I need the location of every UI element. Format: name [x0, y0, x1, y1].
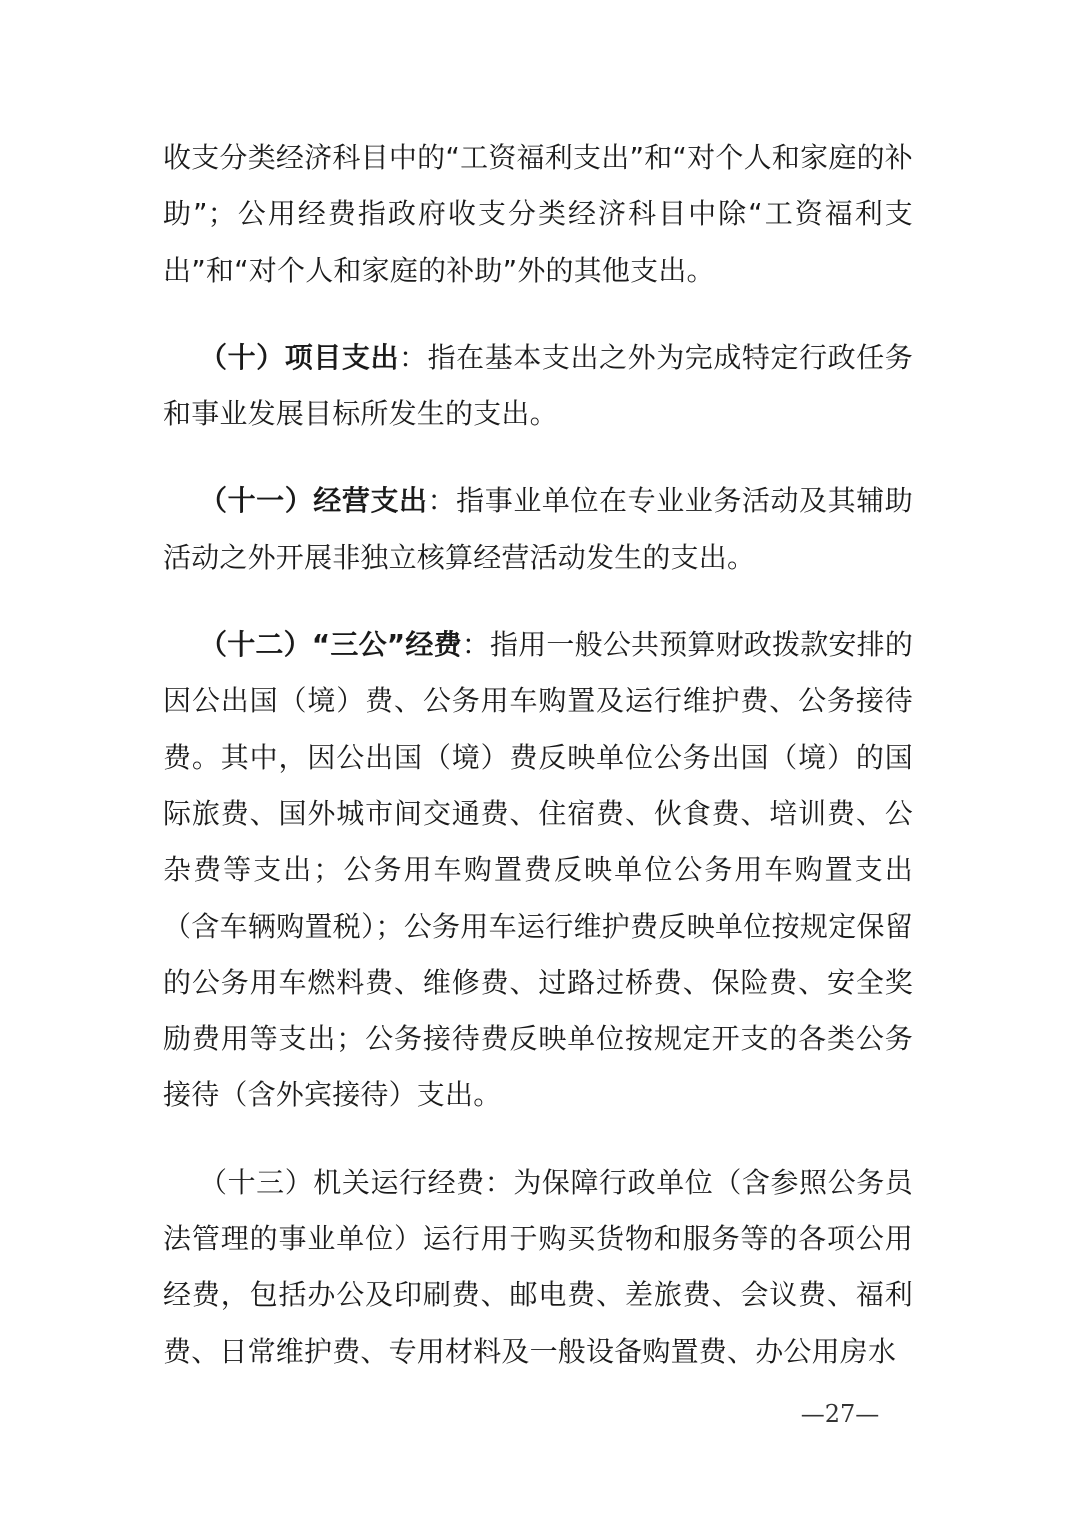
paragraph-project-expenditure — [163, 330, 913, 443]
paragraph-text: 收支分类经济科目中的“工资福利支出”和“对个人和家庭的补助”；公用经费指政府收支分类经济科目中除“工资福利支出”和“对个人和家庭的补助”外的其他支出。 — [163, 141, 913, 287]
paragraph-text: ：指事业单位在专业业务活动及其辅助活动之外开展非独立核算经营活动发生的支出。 — [163, 484, 914, 574]
page-number: —27— — [800, 1400, 880, 1428]
paragraph-text: ：指用一般公共预算财政拨款安排的因公出国（境）费、公务用车购置及运行维护费、公务接待费。其中，因公出国（境）费反映单位公务出国（境）的国际旅费、国外城市间交通费、住宿费、伙食费、培训费、公杂费等支出；公务用车购置费反映单位公务用车购置支出（含车辆购置税）；公务用车运行维护费反映单位按规定保留的公务用车燃料费、维修费、过路过桥费、保险费、安全奖励费用等支出；公务接待费反映单位按规定开支的各类公务接待（含外宾接待）支出。 — [163, 628, 914, 1112]
paragraph-text: （十三）机关运行经费：为保障行政单位（含参照公务员法管理的事业单位）运行用于购买货物和服务等的各项公用经费，包括办公及印刷费、邮电费、差旅费、会议费、福利费、日常维护费、专用材料及一般设备购置费、办公用房水 — [163, 1165, 913, 1368]
paragraph-text: ：指在基本支出之外为完成特定行政任务和事业发展目标所发生的支出。 — [163, 340, 913, 431]
paragraph-personnel-expense-continued — [163, 130, 913, 299]
document-body — [163, 130, 913, 1411]
paragraph-agency-operating-expenses — [163, 1155, 913, 1380]
paragraph-heading: （十）项目支出 — [199, 340, 400, 374]
paragraph-operating-expenditure — [163, 473, 913, 586]
paragraph-heading: （十二）“三公”经费 — [199, 628, 462, 662]
paragraph-heading: （十一）经营支出 — [199, 484, 428, 518]
paragraph-three-public-expenses — [163, 617, 913, 1124]
